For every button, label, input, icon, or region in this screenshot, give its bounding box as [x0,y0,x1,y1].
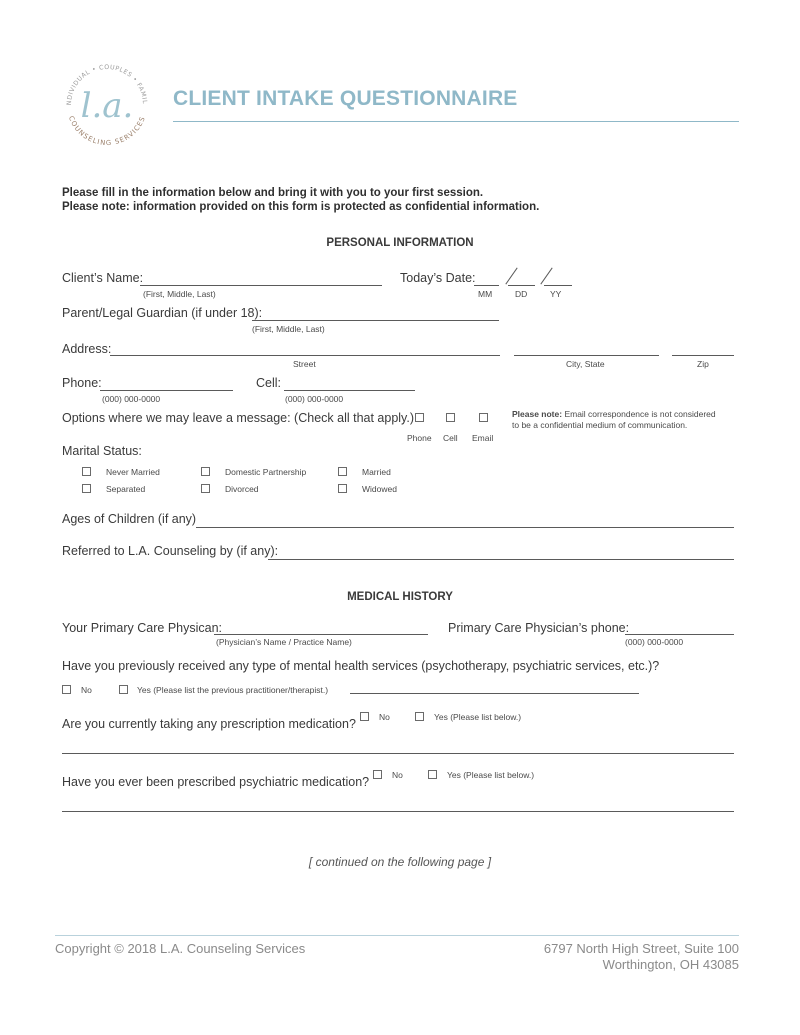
logo-arc-top: NDIVIDUAL • COUPLES • FAMIL [65,63,148,106]
guardian-hint: (First, Middle, Last) [252,324,325,334]
zip-hint: Zip [697,359,709,369]
date-dd-hint: DD [515,289,528,299]
prescription-no-checkbox[interactable] [360,712,369,721]
phone-field[interactable] [100,390,233,391]
city-state-hint: City, State [566,359,605,369]
psychiatric-question: Have you ever been prescribed psychiatric medication? [62,775,370,789]
pcp-hint: (Physician’s Name / Practice Name) [216,637,352,647]
referred-by-label: Referred to L.A. Counseling by (if any): [62,544,279,558]
prescription-question: Are you currently taking any prescription medication? [62,717,356,731]
phone-label: Phone: [62,376,102,390]
date-day-field[interactable] [508,285,535,286]
marital-married-checkbox[interactable] [338,467,347,476]
message-cell-checkbox[interactable] [446,413,455,422]
footer-address-line-1: 6797 North High Street, Suite 100 [543,941,739,956]
logo-arc-bottom: COUNSELING SERVICES [66,114,148,148]
title-rule [173,121,739,122]
client-name-field[interactable] [140,285,382,286]
psychiatric-list-field[interactable] [62,811,734,812]
todays-date-label: Today’s Date: [400,271,476,285]
marital-separated-label: Separated [106,484,146,494]
marital-never-married-label: Never Married [106,467,160,477]
psychiatric-yes-label: Yes (Please list below.) [447,770,535,780]
marital-domestic-partnership-checkbox[interactable] [201,467,210,476]
children-ages-field[interactable] [196,527,734,528]
page-title: CLIENT INTAKE QUESTIONNAIRE [173,87,518,110]
cell-label: Cell: [256,376,282,390]
mental-health-no-checkbox[interactable] [62,685,71,694]
mental-health-yes-checkbox[interactable] [119,685,128,694]
marital-never-married-checkbox[interactable] [82,467,91,476]
section-heading-medical: MEDICAL HISTORY [347,591,453,603]
street-field[interactable] [110,355,500,356]
prescription-no-label: No [379,712,390,722]
continued-note: [ continued on the following page ] [308,855,492,869]
psychiatric-no-checkbox[interactable] [373,770,382,779]
logo [57,55,157,155]
city-state-field[interactable] [514,355,659,356]
pcp-label: Your Primary Care Physican: [62,621,223,635]
referred-by-field[interactable] [268,559,734,560]
footer-rule [55,935,739,936]
zip-field[interactable] [672,355,734,356]
marital-married-label: Married [362,467,391,477]
client-name-hint: (First, Middle, Last) [143,289,216,299]
email-confidentiality-note [512,409,716,419]
marital-widowed-label: Widowed [362,484,397,494]
mental-health-no-label: No [81,685,92,695]
note-text: Email correspondence is not considered [562,409,716,419]
date-mm-hint: MM [478,289,493,299]
pcp-field[interactable] [214,634,428,635]
marital-widowed-checkbox[interactable] [338,484,347,493]
date-separator [540,268,552,285]
date-month-field[interactable] [474,285,499,286]
marital-domestic-partnership-label: Domestic Partnership [225,467,307,477]
message-email-checkbox[interactable] [479,413,488,422]
pcp-phone-label: Primary Care Physician’s phone: [448,621,630,635]
address-label: Address: [62,342,112,356]
intro-line-1: Please fill in the information below and bring it with you to your first session. [62,187,484,199]
message-phone-label: Phone [407,433,432,443]
psychiatric-no-label: No [392,770,403,780]
phone-hint: (000) 000-0000 [102,394,161,404]
mental-health-yes-label: Yes (Please list the previous practitioner/therapist.) [137,685,329,695]
section-heading-personal: PERSONAL INFORMATION [326,237,474,249]
prescription-list-field[interactable] [62,753,734,754]
date-yy-hint: YY [550,289,562,299]
children-ages-label: Ages of Children (if any) [62,512,197,526]
psychiatric-yes-checkbox[interactable] [428,770,437,779]
guardian-field[interactable] [252,320,499,321]
logo-seal [57,55,157,155]
mental-health-practitioner-field[interactable] [350,693,639,694]
mental-health-question: Have you previously received any type of mental health services (psychotherapy, psychiatric services, etc.)? [62,659,660,673]
marital-separated-checkbox[interactable] [82,484,91,493]
marital-status-label: Marital Status: [62,444,142,458]
email-confidentiality-note-2: to be a confidential medium of communication. [512,420,688,430]
logo-monogram: l.a. [80,86,134,126]
footer-copyright: Copyright © 2018 L.A. Counseling Services [55,941,306,956]
cell-hint: (000) 000-0000 [285,394,344,404]
message-cell-label: Cell [443,433,458,443]
pcp-phone-field[interactable] [625,634,734,635]
marital-divorced-label: Divorced [225,484,259,494]
date-separator [505,268,517,285]
note-bold: Please note: [512,409,563,419]
marital-divorced-checkbox[interactable] [201,484,210,493]
pcp-phone-hint: (000) 000-0000 [625,637,684,647]
footer-address-line-2: Worthington, OH 43085 [602,957,739,972]
message-phone-checkbox[interactable] [415,413,424,422]
intro-line-2: Please note: information provided on this form is protected as confidential information. [62,201,540,213]
guardian-label: Parent/Legal Guardian (if under 18): [62,306,263,320]
street-hint: Street [293,359,316,369]
message-options-label: Options where we may leave a message: (Check all that apply.) [62,411,415,425]
prescription-yes-checkbox[interactable] [415,712,424,721]
client-name-label: Client’s Name: [62,271,144,285]
date-year-field[interactable] [544,285,572,286]
prescription-yes-label: Yes (Please list below.) [434,712,522,722]
cell-field[interactable] [284,390,415,391]
message-email-label: Email [472,433,494,443]
